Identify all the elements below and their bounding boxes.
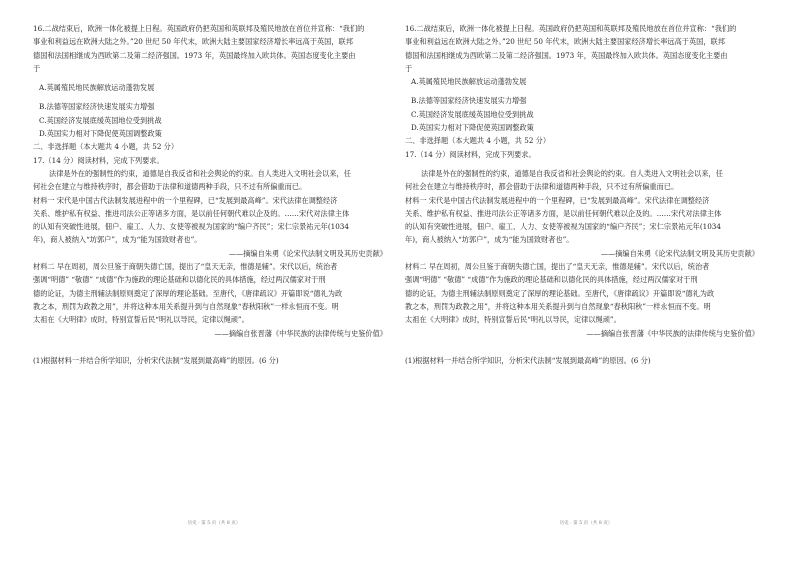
- material-2-line: 太祖在《大明律》成时，特别宣誓后民“明礼以导民，定律以绳顽”。: [33, 315, 249, 325]
- material-1-source: ——摘编自朱勇《论宋代法制文明及其历史贡献》: [600, 248, 759, 258]
- material-2-line: 德的论证，为德主刑辅法制原则奠定了深厚的理论基础。至唐代，《唐律疏议》开篇即说“德礼为政: [33, 288, 343, 298]
- material-1-line: 的认知有突破性进展，佃户、雇工、人力、女使等被视为国家的“编户齐民”；宋仁宗景祐元年(1034: [405, 222, 721, 232]
- option-c: C.英国经济发展底缓英国地位受到挑战: [411, 109, 534, 119]
- page-footer: 历史 · 第 5 页（共 8 页）: [187, 520, 241, 526]
- question-16: [405, 22, 767, 134]
- option-c: C.英国经济发展底缓英国地位受到挑战: [39, 115, 162, 125]
- material-2-source: ——摘编自张晋藩《中华民族的法律传统与史鉴价值》: [586, 328, 759, 338]
- material-1-line: 材料一 宋代是中国古代法制发展进程中的一个里程碑，已“发展到最高峰”。宋代法律在调整经济: [33, 195, 338, 205]
- q16-line: 德国和法国相继成为西欧第二及第二经济强国。1973 年，英国最终加入欧共体。英国态度变化主要由: [405, 50, 728, 60]
- material-1-line: 的认知有突破性进展，佃户、雇工、人力、女使等被视为国家的“编户齐民”；宋仁宗景祐元年(1034: [33, 222, 349, 232]
- left-page: [33, 22, 395, 542]
- q16-line: 事业和利益远在欧洲大陆之外。”20 世纪 50 年代末，欧洲大陆主要国家经济增长率远高于英国，联邦: [405, 37, 725, 47]
- option-a: A.英属殖民地民族解放运动蓬勃发展: [39, 83, 155, 93]
- material-1-line: 关系、维护私有权益、推进司法公正等诸多方面，是以前任何朝代难以企及的。……宋代对法律主体: [33, 208, 350, 218]
- material-2-line: 材料二 早在周初，周公旦鉴于商朝失德亡国，提出了“皇天无亲，惟德是辅”。宋代以后，统治者: [33, 262, 338, 272]
- q16-line: 德国和法国相继成为西欧第二及第二经济强国。1973 年，英国最终加入欧共体。英国态度变化主要由: [33, 50, 356, 60]
- q16-line: 于: [33, 63, 41, 73]
- page-footer: 历史 · 第 5 页（共 8 页）: [559, 520, 613, 526]
- material-1-source: ——摘编自朱勇《论宋代法制文明及其历史贡献》: [228, 248, 387, 258]
- option-a: A.英属殖民地民族解放运动蓬勃发展: [411, 77, 527, 87]
- material-1-line: 材料一 宋代是中国古代法制发展进程中的一个里程碑，已“发展到最高峰”。宋代法律在调整经济: [405, 195, 710, 205]
- question-17-intro: 17.（14 分）阅读材料，完成下列要求。: [33, 155, 164, 165]
- material-1-line: 年)，商人被纳入“坊郭户”，成为“能为国致财者也”。: [405, 235, 574, 245]
- q17-paragraph-line: 法律是外在的强制性的约束，道德是自我反省和社会舆论的约束。自人类进入文明社会以来，任: [49, 168, 351, 178]
- question-17-intro: 17.（14 分）阅读材料，完成下列要求。: [405, 149, 536, 159]
- material-1-line: 关系、维护私有权益、推进司法公正等诸多方面，是以前任何朝代难以企及的。……宋代对法律主体: [405, 208, 722, 218]
- material-2-source: ——摘编自张晋藩《中华民族的法律传统与史鉴价值》: [214, 328, 387, 338]
- q17-paragraph-line: 法律是外在的强制性的约束，道德是自我反省和社会舆论的约束。自人类进入文明社会以来，任: [421, 168, 723, 178]
- option-d: D.英国实力相对下降促使英国调整政策: [39, 129, 162, 139]
- q17-paragraph-line: 何社会在建立与维持秩序时，都会借助于法律和道德两种手段，只不过有所偏重而已。: [33, 182, 307, 192]
- sub-question-1: (1)根据材料一并结合所学知识，分析宋代法制“发展到最高峰”的原因。(6 分): [33, 355, 279, 365]
- material-1-line: 年)，商人被纳入“坊郭户”，成为“能为国致财者也”。: [33, 235, 202, 245]
- sub-question-1: (1)根据材料一并结合所学知识，分析宋代法制“发展到最高峰”的原因。(6 分): [405, 355, 651, 365]
- option-b: B.法德等国家经济快速发展实力增强: [411, 96, 527, 106]
- option-b: B.法德等国家经济快速发展实力增强: [39, 102, 155, 112]
- question-16: [33, 22, 395, 140]
- option-d: D.英国实力相对下降促使英国调整政策: [411, 123, 534, 133]
- q16-line: 16.二战结束后，欧洲一体化被提上日程。英国政府仍把英国和英联邦及殖民地放在首位并宣称：“我们的: [405, 24, 737, 33]
- material-2-line: 强调“明德” “敬德” “成德”作为施政的理论基础和以德化民的具体措施，经过两汉儒家对于刑: [33, 275, 326, 285]
- material-2-line: 强调“明德” “敬德” “成德”作为施政的理论基础和以德化民的具体措施，经过两汉儒家对于刑: [405, 275, 698, 285]
- section-heading: 二、非选择题（本大题共 4 小题，共 52 分）: [405, 136, 551, 146]
- material-2-line: 教之本，刑罚为政教之用”，并将这种本用关系提升到与自然现象“春秋阳秋”一样永恒而不变。明: [405, 301, 711, 311]
- material-2-line: 太祖在《大明律》成时，特别宣誓后民“明礼以导民，定律以绳顽”。: [405, 315, 621, 325]
- material-2-line: 德的论证，为德主刑辅法制原则奠定了深厚的理论基础。至唐代，《唐律疏议》开篇即说“德礼为政: [405, 288, 715, 298]
- q16-line: 16.二战结束后，欧洲一体化被提上日程。英国政府仍把英国和英联邦及殖民地放在首位并宣称：“我们的: [33, 24, 365, 33]
- q17-paragraph-line: 何社会在建立与维持秩序时，都会借助于法律和道德两种手段，只不过有所偏重而已。: [405, 182, 679, 192]
- q16-line: 于: [405, 63, 413, 73]
- right-page: [405, 22, 767, 542]
- section-heading: 二、非选择题（本大题共 4 小题，共 52 分）: [33, 142, 179, 152]
- material-2-line: 材料二 早在周初，周公旦鉴于商朝失德亡国，提出了“皇天无亲，惟德是辅”。宋代以后，统治者: [405, 262, 710, 272]
- material-2-line: 教之本，刑罚为政教之用”，并将这种本用关系提升到与自然现象“春秋阳秋”一样永恒而不变。明: [33, 301, 339, 311]
- q16-line: 事业和利益远在欧洲大陆之外。”20 世纪 50 年代末，欧洲大陆主要国家经济增长率远高于英国，联邦: [33, 37, 353, 47]
